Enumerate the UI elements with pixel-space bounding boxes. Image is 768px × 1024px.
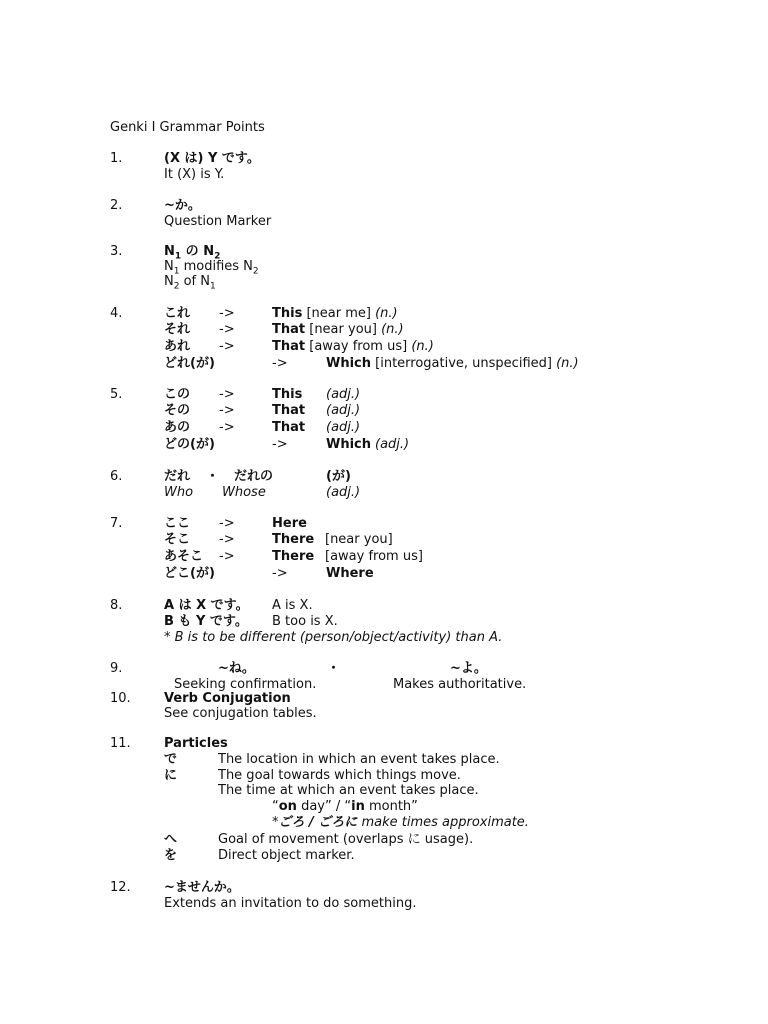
item-number: 8.: [110, 598, 123, 613]
translation: Who: [164, 485, 194, 500]
translation: That: [272, 420, 306, 435]
item-description: Extends an invitation to do something.: [164, 896, 417, 911]
jp-word: あの: [164, 420, 191, 435]
jp-word: この: [164, 387, 191, 402]
translation: That [near you] (n.): [272, 322, 404, 337]
arrow: ->: [219, 516, 235, 531]
translation: Whose: [222, 485, 266, 500]
item-description: Question Marker: [164, 214, 272, 229]
jp-word: どの(が): [164, 437, 215, 452]
jp-sentence: A は X です。: [164, 598, 249, 613]
jp-word: だれ: [164, 469, 191, 484]
item-number: 5.: [110, 387, 123, 402]
part-of-speech: (adj.): [326, 485, 361, 500]
item-number: 2.: [110, 198, 123, 213]
example: “on day” / “in month”: [272, 799, 418, 814]
arrow: ->: [219, 306, 235, 321]
translation: A is X.: [272, 598, 313, 613]
item-number: 9.: [110, 661, 123, 676]
example-note: *ごろ / ごろに make times approximate.: [272, 815, 529, 830]
item-heading: ~か。: [164, 198, 201, 213]
item-description: It (X) is Y.: [164, 167, 225, 182]
translation: Which: [326, 437, 372, 452]
part-of-speech: (adj.): [375, 437, 410, 452]
particle-description: The goal towards which things move.: [218, 768, 461, 783]
arrow: ->: [219, 403, 235, 418]
item-number: 6.: [110, 469, 123, 484]
particle: で: [164, 752, 178, 767]
jp-word: ~ね。: [218, 661, 255, 676]
jp-word: あれ: [164, 339, 191, 354]
translation: B too is X.: [272, 614, 338, 629]
part-of-speech: (adj.): [326, 420, 361, 435]
arrow: ->: [272, 356, 288, 371]
note: [near you]: [325, 532, 393, 547]
item-description: $N_1$ modifies $N_2$: [164, 259, 259, 277]
jp-word: そこ: [164, 532, 191, 547]
particle: に: [164, 768, 178, 783]
translation: Which [interrogative, unspecified] (n.): [326, 356, 579, 371]
translation: Where: [326, 566, 374, 581]
translation: There: [272, 549, 315, 564]
translation: That: [272, 403, 306, 418]
translation: Seeking confirmation.: [174, 677, 317, 692]
translation: This [near me] (n.): [272, 306, 398, 321]
item-number: 11.: [110, 736, 131, 751]
item-number: 7.: [110, 516, 123, 531]
arrow: ->: [219, 339, 235, 354]
part-of-speech: (adj.): [326, 403, 361, 418]
item-heading: $N_1$ の $N_2$: [164, 244, 221, 262]
translation: There: [272, 532, 315, 547]
particle-description: The time at which an event takes place.: [218, 783, 479, 798]
note: * B is to be different (person/object/activity) than A.: [164, 630, 503, 645]
particle: へ: [164, 832, 178, 847]
item-heading: ~ませんか。: [164, 880, 240, 895]
item-number: 1.: [110, 151, 123, 166]
item-number: 3.: [110, 244, 123, 259]
page-title: Genki I Grammar Points: [110, 120, 265, 135]
item-number: 12.: [110, 880, 131, 895]
separator-dot: ・: [206, 469, 220, 484]
item-number: 10.: [110, 691, 131, 706]
arrow: ->: [219, 532, 235, 547]
jp-word: その: [164, 403, 191, 418]
particle-description: Goal of movement (overlaps に usage).: [218, 832, 474, 847]
arrow: ->: [219, 387, 235, 402]
jp-word: (が): [326, 469, 351, 484]
item-number: 4.: [110, 306, 123, 321]
jp-word: ~よ。: [450, 661, 487, 676]
arrow: ->: [219, 420, 235, 435]
item-heading: (X は) Y です。: [164, 151, 260, 166]
particle: を: [164, 848, 178, 863]
jp-word: だれの: [234, 469, 274, 484]
arrow: ->: [272, 437, 288, 452]
item-heading: Particles: [164, 736, 228, 751]
jp-word: それ: [164, 322, 191, 337]
jp-word: あそこ: [164, 549, 204, 564]
jp-word: これ: [164, 306, 191, 321]
note: [away from us]: [325, 549, 423, 564]
translation: Makes authoritative.: [393, 677, 527, 692]
translation: That [away from us] (n.): [272, 339, 434, 354]
translation: This: [272, 387, 303, 402]
arrow: ->: [219, 549, 235, 564]
separator-dot: ・: [327, 661, 341, 676]
arrow: ->: [272, 566, 288, 581]
arrow: ->: [219, 322, 235, 337]
particle-description: The location in which an event takes place.: [218, 752, 500, 767]
jp-word: ここ: [164, 516, 191, 531]
part-of-speech: (adj.): [326, 387, 361, 402]
item-description: See conjugation tables.: [164, 706, 317, 721]
item-heading: Verb Conjugation: [164, 691, 291, 706]
item-description: $N_2$ of $N_1$: [164, 274, 216, 292]
jp-word: どこ(が): [164, 566, 215, 581]
jp-word: どれ(が): [164, 356, 215, 371]
jp-sentence: B も Y です。: [164, 614, 248, 629]
translation: Here: [272, 516, 307, 531]
particle-description: Direct object marker.: [218, 848, 355, 863]
